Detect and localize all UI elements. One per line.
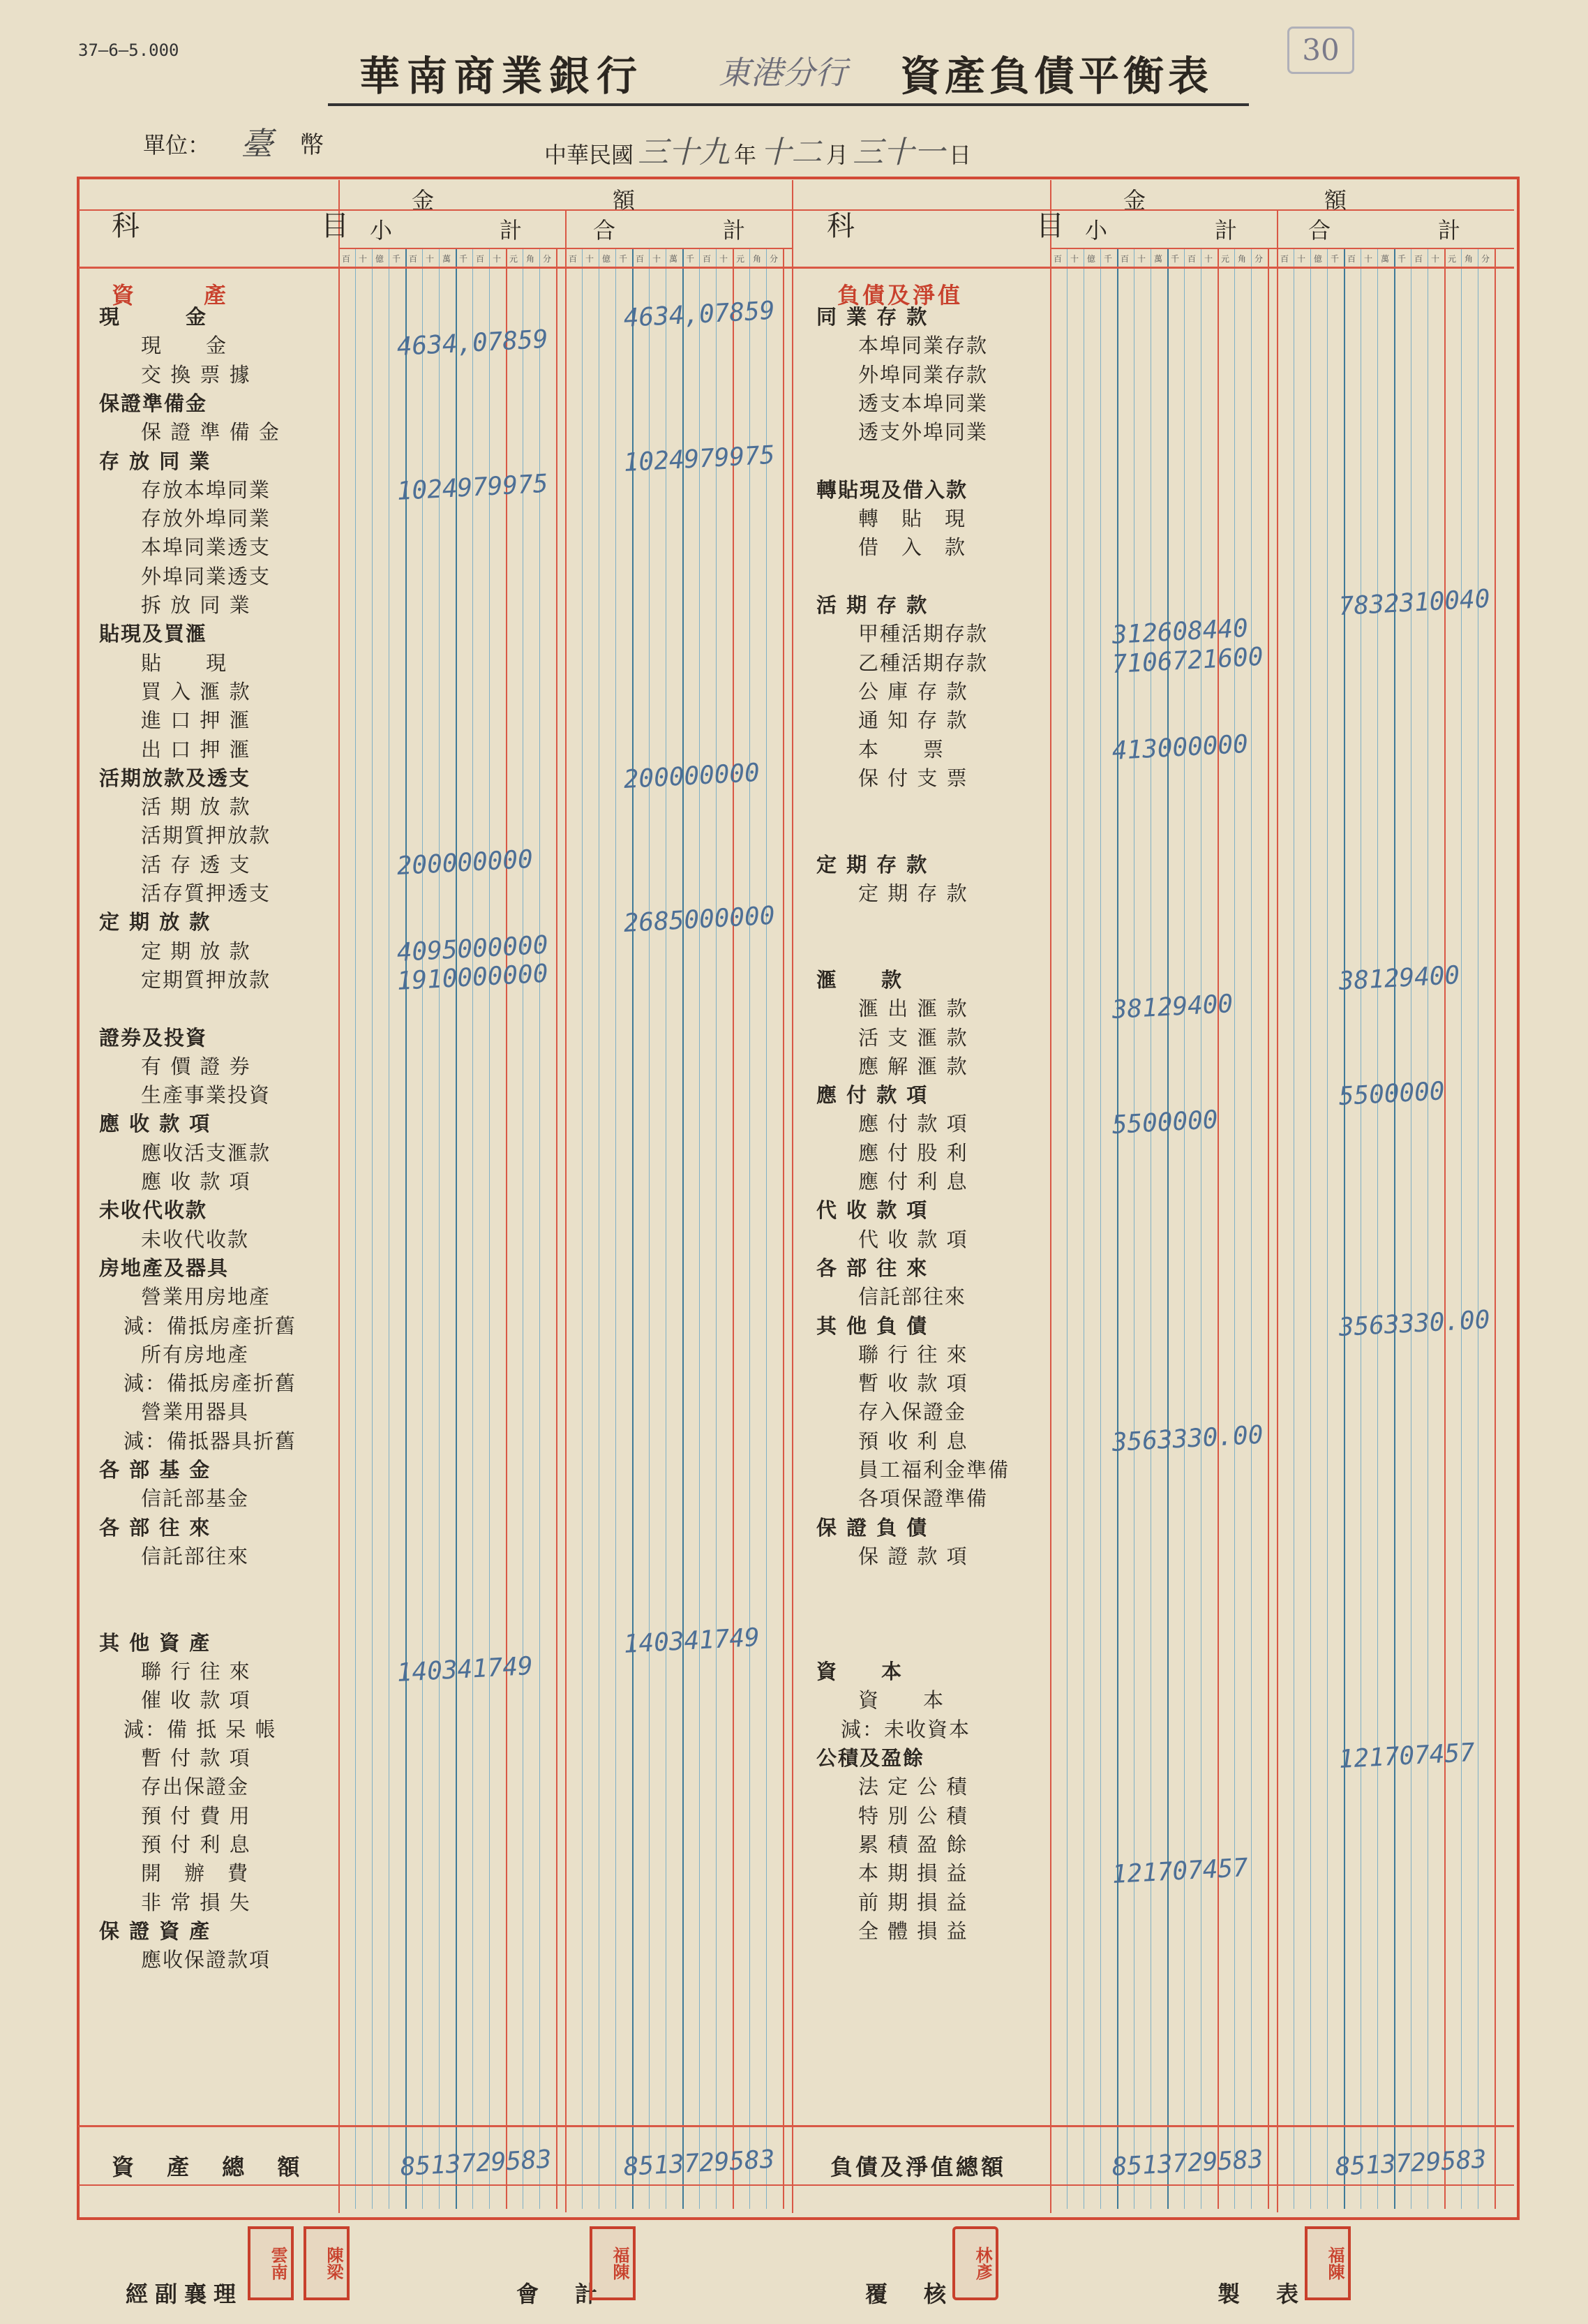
- liability-account-label: 資 本: [858, 1688, 945, 1713]
- digit-place-label: 億: [1087, 254, 1096, 264]
- asset-account-label: 買 入 滙 款: [141, 679, 251, 703]
- liability-account-label: 累 積 盈 餘: [858, 1832, 968, 1856]
- asset-account-label: 應收活支滙款: [141, 1140, 271, 1165]
- liability-account-label: 透支本埠同業: [858, 391, 989, 415]
- asset-account-label: 應收保證款項: [141, 1948, 271, 1972]
- asset-account-label: 催 收 款 項: [141, 1688, 251, 1713]
- branch-name: 東港分行: [719, 54, 847, 91]
- liability-account-label: 全 體 損 益: [858, 1919, 968, 1943]
- asset-account-label: 減：備抵器具折舊: [123, 1429, 297, 1453]
- assets-amount-total: 200000000: [622, 758, 761, 794]
- digit-column-rule: [439, 248, 440, 2209]
- subject-header-right: 科 目: [827, 210, 1106, 242]
- liabilities-amount-subtotal: 312608440: [1111, 614, 1249, 650]
- digit-place-label: 十: [1204, 254, 1213, 264]
- liability-account-label: 應 付 款 項: [816, 1083, 929, 1108]
- liabilities-total-total: 8513729583: [1334, 2145, 1488, 2182]
- asset-account-label: 未收代收款: [141, 1227, 250, 1251]
- date-day-label: 日: [949, 142, 972, 168]
- assets-amount-subtotal: 1910000000: [396, 959, 549, 996]
- amount-header-right: 金 額: [1123, 187, 1375, 214]
- digit-place-label: 分: [770, 254, 779, 264]
- digit-column-rule: [783, 248, 784, 2209]
- liability-account-label: 透支外埠同業: [858, 420, 989, 445]
- liability-account-label: 轉 貼 現: [858, 507, 967, 531]
- ledger-frame: [77, 177, 1520, 2220]
- digit-column-rule: [422, 248, 423, 2209]
- asset-account-label: 其 他 資 產: [99, 1630, 211, 1655]
- liability-account-label: 甲種活期存款: [858, 622, 989, 646]
- assets-total-subtotal: 8513729583: [399, 2145, 553, 2182]
- unit-suffix: 幣: [300, 131, 324, 159]
- date-month-label: 月: [826, 142, 849, 168]
- digit-place-label: 元: [1448, 254, 1457, 264]
- digit-column-rule: [649, 248, 650, 2209]
- asset-account-label: 減：備 抵 呆 帳: [123, 1717, 277, 1741]
- asset-account-label: 證券及投資: [99, 1025, 208, 1050]
- liability-account-label: 代 收 款 項: [816, 1198, 929, 1223]
- asset-account-label: 貼現及買滙: [99, 622, 208, 646]
- subtotal-header-left: 小 計: [370, 217, 544, 244]
- asset-account-label: 減：備抵房產折舊: [123, 1371, 297, 1396]
- digit-place-label: 百: [409, 254, 418, 264]
- liability-account-label: 預 收 利 息: [858, 1429, 968, 1453]
- digit-place-label: 千: [392, 254, 401, 264]
- digit-column-rule: [1117, 248, 1118, 2209]
- liabilities-amount-total: 3563330.00: [1338, 1305, 1491, 1342]
- digit-column-rule: [1218, 248, 1219, 2209]
- liability-account-label: 外埠同業存款: [858, 362, 989, 387]
- assets-amount-subtotal: 4095000000: [396, 930, 549, 967]
- asset-account-label: 進 口 押 滙: [141, 708, 251, 733]
- bank-name: 華南商業銀行: [359, 52, 645, 100]
- liability-account-label: 滙 款: [816, 967, 904, 992]
- total-header-right: 合 計: [1308, 217, 1482, 244]
- asset-account-label: 各 部 往 來: [99, 1515, 211, 1540]
- digit-column-rule: [1394, 248, 1395, 2209]
- digit-column-rule: [1268, 248, 1269, 2209]
- digit-column-rule: [1167, 248, 1169, 2209]
- assets-amount-subtotal: 140341749: [396, 1651, 534, 1688]
- asset-account-label: 存 放 同 業: [99, 449, 211, 473]
- subtotal-total-divider: [565, 209, 567, 2212]
- liability-account-label: 活 支 滙 款: [858, 1025, 968, 1050]
- signature-preparer-label: 製 表: [1218, 2281, 1306, 2307]
- digit-column-rule: [615, 248, 616, 2209]
- subject-header-left: 科 目: [112, 210, 391, 242]
- form-code: 37—6—5.000: [78, 40, 179, 60]
- digit-column-rule: [716, 248, 717, 2209]
- liabilities-amount-subtotal: 3563330.00: [1111, 1420, 1264, 1457]
- digit-place-label: 十: [426, 254, 435, 264]
- liability-account-label: 應 付 利 息: [858, 1170, 968, 1193]
- asset-account-label: 開 辦 費: [141, 1861, 250, 1886]
- asset-account-label: 定 期 放 款: [141, 939, 251, 963]
- liability-account-label: 減：未收資本: [841, 1717, 971, 1741]
- asset-account-label: 生產事業投資: [141, 1083, 271, 1108]
- asset-account-label: 定 期 放 款: [99, 910, 211, 934]
- center-divider: [792, 180, 793, 2213]
- signature-accounting-label: 會 計: [516, 2281, 605, 2307]
- digit-place-label: 百: [1414, 254, 1423, 264]
- subtotal-total-divider: [1277, 209, 1278, 2212]
- digit-place-label: 億: [602, 254, 611, 264]
- digit-place-label: 十: [585, 254, 594, 264]
- liabilities-amount-subtotal: 7106721600: [1111, 642, 1264, 679]
- asset-account-label: 保 證 資 產: [99, 1919, 211, 1943]
- asset-account-label: 聯 行 往 來: [141, 1660, 251, 1684]
- liability-account-label: 聯 行 往 來: [858, 1342, 968, 1366]
- assets-total-label: 資 產 總 額: [112, 2154, 313, 2180]
- digit-place-label: 百: [703, 254, 712, 264]
- assets-amount-subtotal: 4634,07859: [396, 325, 549, 362]
- digit-column-rule: [1327, 248, 1328, 2209]
- digit-place-label: 元: [736, 254, 745, 264]
- asset-account-label: 現 金: [141, 334, 228, 358]
- liability-account-label: 公積及盈餘: [816, 1746, 925, 1770]
- manager-seal-1: 雲南: [248, 2226, 294, 2300]
- asset-account-label: 外埠同業透支: [141, 564, 271, 588]
- digit-place-label: 角: [526, 254, 535, 264]
- digit-place-label: 百: [1280, 254, 1289, 264]
- digit-column-rule: [699, 248, 700, 2209]
- digit-column-rule: [1251, 248, 1252, 2209]
- digit-place-label: 十: [1364, 254, 1373, 264]
- digit-place-label: 千: [459, 254, 468, 264]
- digit-place-label: 百: [342, 254, 351, 264]
- asset-account-label: 減：備抵房產折舊: [123, 1313, 297, 1338]
- date-year-label: 年: [734, 142, 757, 168]
- digit-column-rule: [1344, 248, 1345, 2209]
- digit-place-label: 分: [543, 254, 552, 264]
- assets-amount-total: 1024979975: [622, 440, 776, 477]
- asset-account-label: 所有房地產: [141, 1342, 250, 1366]
- digit-place-label: 億: [1314, 254, 1323, 264]
- digit-place-label: 百: [1347, 254, 1356, 264]
- amount-header-left: 金 額: [412, 187, 664, 214]
- date-day: 三十一: [853, 135, 945, 170]
- liabilities-total-label: 負債及淨值總額: [830, 2154, 1007, 2180]
- liability-account-label: 本 期 損 益: [858, 1861, 968, 1886]
- digit-place-label: 十: [1431, 254, 1440, 264]
- digit-column-rule: [582, 248, 583, 2209]
- liability-account-label: 資 本: [816, 1660, 904, 1684]
- digit-place-label: 千: [1171, 254, 1180, 264]
- review-seal: 林彥: [952, 2226, 998, 2300]
- liability-account-label: 保 證 款 項: [858, 1544, 968, 1568]
- asset-account-label: 預 付 利 息: [141, 1832, 251, 1856]
- digit-place-label: 分: [1254, 254, 1264, 264]
- liability-account-label: 法 定 公 積: [858, 1775, 968, 1799]
- liability-account-label: 暫 收 款 項: [858, 1371, 968, 1396]
- digit-column-rule: [1067, 248, 1068, 2209]
- digit-column-rule: [506, 248, 507, 2209]
- signature-review-label: 覆 核: [865, 2281, 954, 2307]
- digit-column-rule: [632, 248, 634, 2209]
- asset-account-label: 保證準備金: [99, 391, 208, 415]
- asset-account-label: 現 金: [99, 305, 208, 329]
- asset-account-label: 拆 放 同 業: [141, 593, 251, 617]
- liability-account-label: 同 業 存 款: [816, 305, 929, 329]
- asset-account-label: 信託部基金: [141, 1487, 250, 1511]
- asset-account-label: 活存質押透支: [141, 881, 271, 905]
- digit-place-label: 億: [375, 254, 384, 264]
- digit-place-label: 分: [1481, 254, 1490, 264]
- digit-column-rule: [1184, 248, 1185, 2209]
- asset-account-label: 房地產及器具: [99, 1256, 230, 1280]
- digit-place-label: 千: [619, 254, 628, 264]
- date-line: [544, 127, 971, 172]
- asset-account-label: 活 期 放 款: [141, 795, 251, 819]
- liabilities-amount-total: 121707457: [1338, 1738, 1476, 1774]
- digit-place-label: 百: [1188, 254, 1197, 264]
- assets-section-title: 資 產: [112, 282, 235, 308]
- total-rule: [78, 2125, 1514, 2127]
- digit-place-label: 萬: [1381, 254, 1390, 264]
- assets-amount-total: 2685000000: [622, 902, 776, 939]
- digit-column-rule: [1444, 248, 1446, 2209]
- asset-account-label: 存放外埠同業: [141, 507, 271, 531]
- liabilities-amount-total: 7832310040: [1338, 584, 1491, 621]
- liabilities-amount-total: 38129400: [1338, 960, 1461, 996]
- digit-place-label: 十: [719, 254, 728, 264]
- asset-account-label: 應 收 款 項: [141, 1170, 251, 1193]
- amount-block-divider: [338, 180, 340, 2213]
- digit-column-rule: [1310, 248, 1311, 2209]
- digit-place-label: 角: [753, 254, 762, 264]
- liability-account-label: 應 解 滙 款: [858, 1054, 968, 1078]
- digit-place-label: 十: [1137, 254, 1146, 264]
- date-year: 三十九: [638, 135, 731, 170]
- liability-account-label: 保 證 負 債: [816, 1515, 929, 1540]
- asset-account-label: 保 證 準 備 金: [141, 420, 280, 445]
- digit-place-label: 百: [636, 254, 645, 264]
- asset-account-label: 出 口 押 滙: [141, 737, 251, 761]
- liability-account-label: 保 付 支 票: [858, 766, 968, 790]
- amount-block-divider: [1050, 180, 1051, 2213]
- digit-column-rule: [556, 248, 557, 2209]
- assets-amount-subtotal: 1024979975: [396, 469, 549, 506]
- asset-account-label: 各 部 基 金: [99, 1458, 211, 1482]
- assets-amount-total: 140341749: [622, 1623, 761, 1659]
- digit-place-label: 十: [652, 254, 661, 264]
- assets-total-total: 8513729583: [622, 2145, 776, 2182]
- digit-place-label: 角: [1238, 254, 1247, 264]
- digit-column-rule: [749, 248, 750, 2209]
- digit-column-rule: [456, 248, 457, 2209]
- liabilities-amount-subtotal: 413000000: [1111, 729, 1249, 766]
- liability-account-label: 借 入 款: [858, 535, 967, 560]
- asset-account-label: 存出保證金: [141, 1775, 250, 1799]
- digit-column-rule: [405, 248, 407, 2209]
- assets-amount-subtotal: 200000000: [396, 844, 534, 881]
- asset-account-label: 未收代收款: [99, 1198, 208, 1223]
- liability-account-label: 本埠同業存款: [858, 334, 989, 358]
- digit-column-rule: [1234, 248, 1235, 2209]
- digit-place-label: 角: [1465, 254, 1474, 264]
- digit-column-rule: [682, 248, 684, 2209]
- liability-account-label: 信託部往來: [858, 1285, 967, 1309]
- digit-column-rule: [489, 248, 490, 2209]
- liability-account-label: 應 付 款 項: [858, 1112, 968, 1136]
- asset-account-label: 營業用房地產: [141, 1285, 271, 1309]
- digit-place-label: 元: [509, 254, 518, 264]
- asset-account-label: 信託部往來: [141, 1544, 250, 1568]
- liabilities-amount-subtotal: 38129400: [1111, 990, 1234, 1025]
- liability-account-label: 代 收 款 項: [858, 1227, 968, 1251]
- liability-account-label: 通 知 存 款: [858, 708, 968, 733]
- liability-account-label: 本 票: [858, 737, 945, 761]
- asset-account-label: 交 換 票 據: [141, 362, 251, 387]
- header-rule-2: [338, 248, 792, 249]
- liabilities-amount-subtotal: 5500000: [1111, 1105, 1219, 1140]
- digit-place-label: 萬: [669, 254, 678, 264]
- liability-account-label: 轉貼現及借入款: [816, 477, 968, 502]
- liability-account-label: 乙種活期存款: [858, 650, 989, 675]
- liability-account-label: 特 別 公 積: [858, 1803, 968, 1828]
- liability-account-label: 存入保證金: [858, 1400, 967, 1424]
- header-rule-3: [78, 267, 1514, 269]
- asset-account-label: 預 付 費 用: [141, 1803, 251, 1828]
- asset-account-label: 貼 現: [141, 650, 228, 675]
- asset-account-label: 有 價 證 券: [141, 1054, 251, 1078]
- digit-column-rule: [372, 248, 373, 2209]
- digit-place-label: 百: [569, 254, 578, 264]
- liability-account-label: 公 庫 存 款: [858, 679, 968, 703]
- liability-account-label: 其 他 負 債: [816, 1313, 929, 1338]
- digit-place-label: 十: [359, 254, 368, 264]
- unit-value: 臺: [241, 125, 273, 163]
- liability-account-label: 滙 出 滙 款: [858, 997, 968, 1021]
- header-rule-2: [1050, 248, 1514, 249]
- digit-place-label: 元: [1221, 254, 1230, 264]
- total-bottom-rule: [78, 2184, 1514, 2186]
- asset-account-label: 活期放款及透支: [99, 766, 251, 790]
- digit-place-label: 萬: [1154, 254, 1163, 264]
- preparer-seal: 福陳: [1305, 2226, 1351, 2300]
- asset-account-label: 定期質押放款: [141, 967, 271, 992]
- asset-account-label: 暫 付 款 項: [141, 1746, 251, 1770]
- digit-place-label: 十: [1297, 254, 1306, 264]
- digit-column-rule: [539, 248, 540, 2209]
- document-title: 資產負債平衡表: [900, 52, 1213, 100]
- assets-amount-total: 4634,07859: [622, 296, 776, 333]
- total-header-left: 合 計: [593, 217, 767, 244]
- sheet-number: 30: [1287, 27, 1354, 74]
- asset-account-label: 應 收 款 項: [99, 1112, 211, 1136]
- signature-manager-label: 經副襄理: [126, 2281, 244, 2307]
- liability-account-label: 各項保證準備: [858, 1487, 989, 1511]
- digit-column-rule: [766, 248, 767, 2209]
- liabilities-amount-total: 5500000: [1338, 1077, 1446, 1112]
- digit-column-rule: [1461, 248, 1462, 2209]
- digit-place-label: 千: [1398, 254, 1407, 264]
- liabilities-total-subtotal: 8513729583: [1111, 2145, 1264, 2182]
- digit-place-label: 十: [493, 254, 502, 264]
- asset-account-label: 非 常 損 失: [141, 1890, 251, 1914]
- liabilities-amount-subtotal: 121707457: [1111, 1854, 1249, 1890]
- manager-seal-2: 陳梁: [304, 2226, 350, 2300]
- asset-account-label: 本埠同業透支: [141, 535, 271, 560]
- liability-account-label: 定 期 存 款: [858, 881, 968, 905]
- date-prefix: 中華民國: [544, 142, 634, 168]
- liabilities-section-title: 負債及淨值: [837, 282, 964, 308]
- asset-account-label: 存放本埠同業: [141, 477, 271, 502]
- digit-column-rule: [1100, 248, 1101, 2209]
- liability-account-label: 前 期 損 益: [858, 1890, 968, 1914]
- digit-column-rule: [1495, 248, 1496, 2209]
- digit-place-label: 千: [1104, 254, 1113, 264]
- date-month: 十二: [761, 135, 823, 170]
- unit-label: 單位：: [143, 132, 211, 158]
- asset-account-label: 活期質押放款: [141, 824, 271, 848]
- subtotal-header-right: 小 計: [1085, 217, 1259, 244]
- digit-column-rule: [355, 248, 356, 2209]
- digit-place-label: 千: [1331, 254, 1340, 264]
- liability-account-label: 應 付 股 利: [858, 1140, 968, 1165]
- digit-column-rule: [1377, 248, 1378, 2209]
- digit-place-label: 百: [476, 254, 485, 264]
- digit-column-rule: [472, 248, 473, 2209]
- digit-place-label: 百: [1054, 254, 1063, 264]
- digit-place-label: 十: [1070, 254, 1079, 264]
- liability-account-label: 各 部 往 來: [816, 1256, 929, 1280]
- accounting-seal: 福陳: [590, 2226, 636, 2300]
- liability-account-label: 員工福利金準備: [858, 1458, 1010, 1482]
- liability-account-label: 定 期 存 款: [816, 852, 929, 877]
- digit-place-label: 千: [686, 254, 695, 264]
- digit-place-label: 百: [1121, 254, 1130, 264]
- liability-account-label: 活 期 存 款: [816, 593, 929, 617]
- digit-place-label: 萬: [442, 254, 451, 264]
- digit-column-rule: [733, 248, 734, 2209]
- asset-account-label: 活 存 透 支: [141, 852, 251, 877]
- asset-account-label: 營業用器具: [141, 1400, 250, 1424]
